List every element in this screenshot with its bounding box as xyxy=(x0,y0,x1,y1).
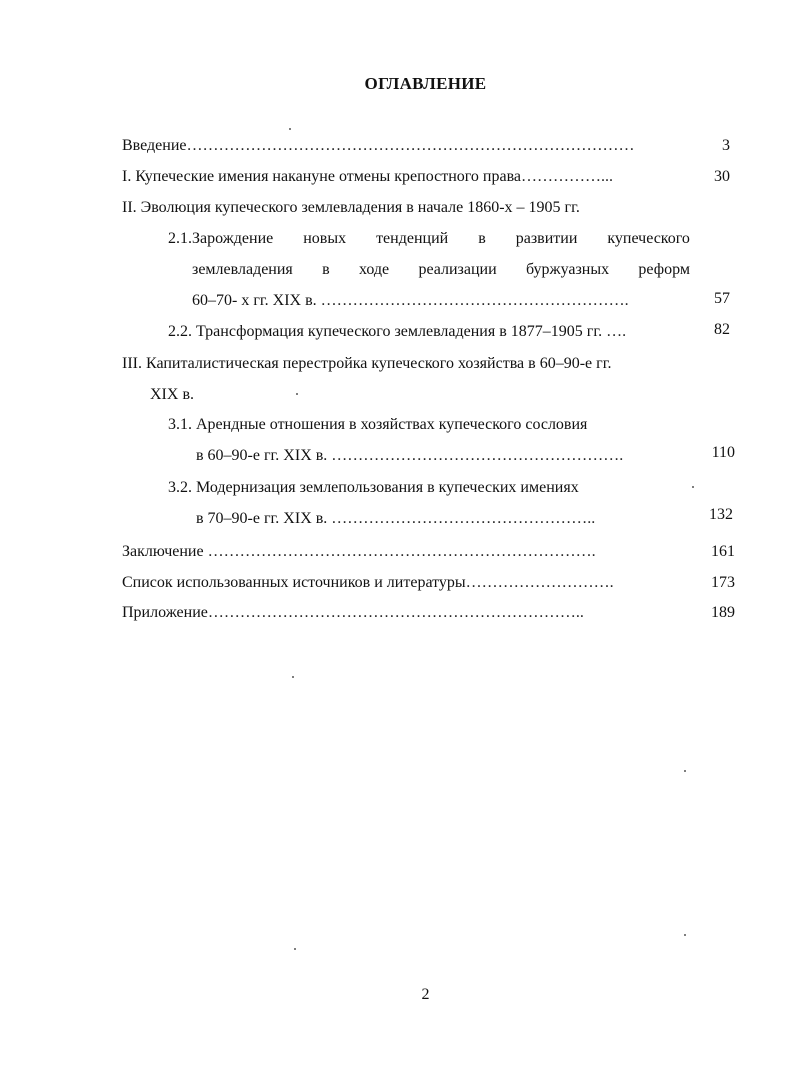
toc-entry-text: 3.1. Арендные отношения в хозяйствах купеческого сословия xyxy=(168,416,588,433)
toc-entry-section-3-1-cont xyxy=(196,446,623,466)
toc-word: развитии xyxy=(515,230,578,247)
toc-entry-chapter-1 xyxy=(122,167,613,187)
toc-page-number: 30 xyxy=(714,168,730,185)
scan-speck xyxy=(294,948,296,950)
toc-leader-dots: ………………………………………………. xyxy=(327,447,624,464)
toc-page-number: 132 xyxy=(709,506,733,523)
toc-leader-dots: …………………………………………………. xyxy=(316,292,629,309)
toc-entry-chapter-2 xyxy=(122,198,580,218)
scan-speck xyxy=(684,934,686,936)
page-number: 2 xyxy=(421,986,430,1003)
toc-entry-text: XIX в. xyxy=(150,386,194,403)
toc-entry-section-3-1 xyxy=(168,415,587,435)
toc-entry-introduction xyxy=(122,136,635,156)
toc-word: землевладения xyxy=(192,261,293,278)
toc-word: буржуазных xyxy=(525,261,610,278)
toc-word: тенденций xyxy=(376,230,449,247)
toc-page-number: 110 xyxy=(711,444,735,461)
toc-page-number: 189 xyxy=(711,604,735,621)
toc-entry-text: в 70–90-е гг. XIX в. xyxy=(196,510,328,527)
toc-leader-dots: ……………... xyxy=(521,168,614,185)
toc-entry-text: 3.2. Модернизация землепользования в купеческих имениях xyxy=(168,479,579,496)
toc-entry-text: II. Эволюция купеческого землевладения в начале 1860-х – 1905 гг. xyxy=(122,199,580,216)
toc-word: новых xyxy=(303,230,347,247)
toc-entry-text: I. Купеческие имения накануне отмены крепостного права xyxy=(122,168,522,185)
toc-leader-dots: ………………………………………………………………………… xyxy=(186,137,635,154)
toc-entry-text: 60–70- х гг. XIX в. xyxy=(192,292,317,309)
toc-word: в xyxy=(478,230,486,247)
toc-word: реформ xyxy=(638,261,690,278)
toc-entry-section-3-2 xyxy=(168,478,579,498)
toc-page-number: 82 xyxy=(714,321,730,338)
toc-entry-text: в 60–90-е гг. XIX в. xyxy=(196,447,328,464)
toc-entry-text: Приложение xyxy=(122,604,208,621)
scan-speck xyxy=(692,486,694,488)
toc-entry-text: III. Капиталистическая перестройка купеческого хозяйства в 60–90-е гг. xyxy=(122,355,612,372)
toc-page-number: 161 xyxy=(711,543,735,560)
toc-entry-section-2-1-line-1 xyxy=(168,229,690,249)
toc-entry-section-2-2 xyxy=(168,322,626,342)
toc-entry-section-2-1-line-2 xyxy=(192,260,690,280)
toc-leader-dots: ………………………. xyxy=(465,574,614,591)
toc-page-number: 3 xyxy=(722,137,730,154)
toc-entry-appendix xyxy=(122,603,584,623)
toc-entry-conclusion xyxy=(122,542,596,562)
toc-entry-text: Заключение xyxy=(122,543,204,560)
toc-entry-text: Список использованных источников и литературы xyxy=(122,574,466,591)
toc-leader-dots: …. xyxy=(602,323,627,340)
scan-speck xyxy=(296,393,298,395)
scan-speck xyxy=(292,676,294,678)
toc-entry-text: Введение xyxy=(122,137,187,154)
scan-speck xyxy=(289,128,291,130)
toc-entry-section-2-1-line-3 xyxy=(192,291,629,311)
toc-word: купеческого xyxy=(607,230,690,247)
toc-word: в xyxy=(322,261,330,278)
toc-entry-chapter-3-cont xyxy=(150,385,194,405)
toc-entry-chapter-3 xyxy=(122,354,611,374)
toc-entry-bibliography xyxy=(122,573,614,593)
toc-entry-text: 2.2. Трансформация купеческого землевладения в 1877–1905 гг. xyxy=(168,323,603,340)
toc-page-number: 173 xyxy=(711,574,735,591)
toc-leader-dots: ………………………………………………………………. xyxy=(203,543,596,560)
toc-word: ходе xyxy=(358,261,390,278)
scan-speck xyxy=(684,770,686,772)
toc-word: 2.1.Зарождение xyxy=(168,230,274,247)
toc-leader-dots: ………………………………………….. xyxy=(327,510,596,527)
toc-page-number: 57 xyxy=(714,290,730,307)
toc-leader-dots: …………………………………………………………….. xyxy=(207,604,584,621)
toc-entry-section-3-2-cont xyxy=(196,509,595,529)
toc-word: реализации xyxy=(418,261,497,278)
page-title: ОГЛАВЛЕНИЕ xyxy=(364,74,487,93)
